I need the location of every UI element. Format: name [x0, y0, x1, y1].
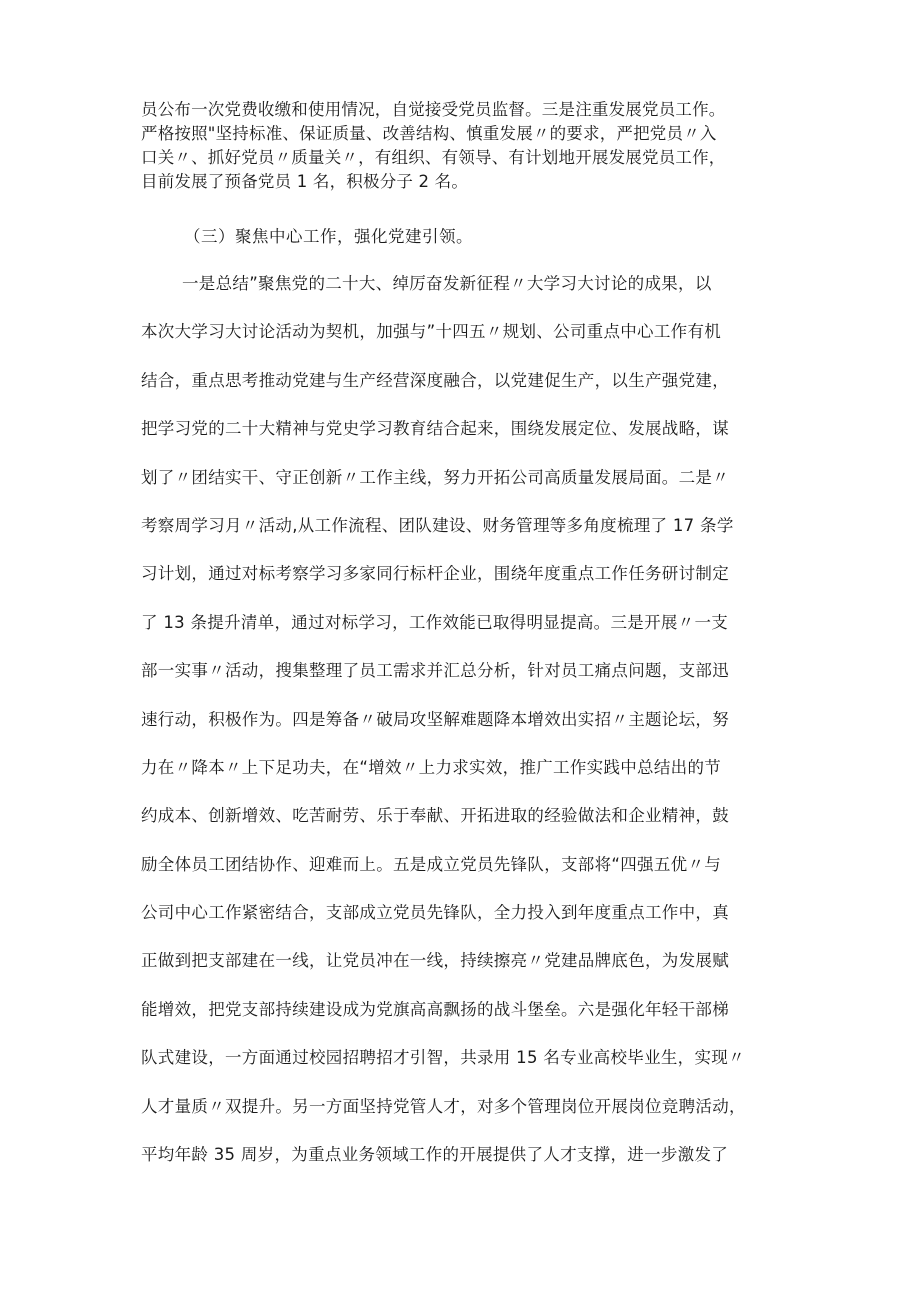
text-line: 目前发展了预备党员 1 名，积极分子 2 名。: [141, 172, 469, 191]
text-line: 一是总结”聚焦党的二十大、绰厉奋发新征程〃大学习大讨论的成果，以: [182, 274, 712, 293]
text-line: 考察周学习月〃活动,从工作流程、团队建设、财务管理等多角度梳理了 17 条学: [141, 515, 734, 535]
text-line: 把学习党的二十大精神与党史学习教育结合起来，围绕发展定位、发展战略，谋: [141, 419, 729, 439]
text-line: 结合，重点思考推动党建与生产经营深度融合，以党建促生产，以生产强党建，: [141, 370, 729, 390]
text-line: 人才量质〃双提升。另一方面坚持党管人才，对多个管理岗位开展岗位竞聘活动，: [141, 1096, 746, 1116]
text-line: 口关〃、抓好党员〃质量关〃，有组织、有领导、有计划地开展发展党员工作，: [141, 148, 726, 167]
text-line: 习计划，通过对标考察学习多家同行标杆企业，围绕年度重点工作任务研讨制定: [141, 564, 729, 584]
text-line: 了 13 条提升清单，通过对标学习，工作效能已取得明显提高。三是开展〃一支: [141, 612, 729, 632]
text-line: 划了〃团结实干、守正创新〃工作主线，努力开拓公司高质量发展局面。二是〃: [141, 467, 729, 487]
paragraph-party-development: [141, 98, 801, 194]
text-line: 本次大学习大讨论活动为契机，加强与”十四五〃规划、公司重点中心工作有机: [141, 322, 722, 342]
text-line: 部一实事〃活动，搜集整理了员工需求并汇总分析，针对员工痛点问题，支部迅: [141, 661, 729, 681]
text-line: 速行动，积极作为。四是筹备〃破局攻坚解难题降本增效出实招〃主题论坛，努: [141, 709, 729, 729]
text-line: 力在〃降本〃上下足功夫，在“增效〃上力求实效，推广工作实践中总结出的节: [141, 757, 722, 777]
text-line: 能增效，把党支部持续建设成为党旗高高飘扬的战斗堡垒。六是强化年轻干部梯: [141, 999, 729, 1019]
text-line: 员公布一次党费收缴和使用情况，自觉接受党员监督。三是注重发展党员工作。: [141, 100, 726, 119]
text-line: 约成本、创新增效、吃苦耐劳、乐于奉献、开拓进取的经验做法和企业精神，鼓: [141, 806, 729, 826]
text-line: 正做到把支部建在一线，让党员冲在一线，持续擦亮〃党建品牌底色，为发展赋: [141, 951, 729, 971]
section-heading: （三）聚焦中心工作，强化党建引领。: [184, 227, 473, 246]
text-line: 平均年龄 35 周岁，为重点业务领域工作的开展提供了人才支撑，进一步激发了: [141, 1145, 729, 1165]
paragraph-central-work: [141, 269, 801, 1188]
text-line: 严格按照"坚持标准、保证质量、改善结构、慎重发展〃的要求，严把党员〃入: [141, 124, 717, 143]
text-line: 队式建设，一方面通过校园招聘招才引智，共录用 15 名专业高校毕业生，实现〃: [141, 1048, 745, 1068]
text-line: 励全体员工团结协作、迎难而上。五是成立党员先锋队，支部将“四强五优〃与: [141, 854, 722, 874]
text-line: 公司中心工作紧密结合，支部成立党员先锋队，全力投入到年度重点工作中，真: [141, 903, 729, 923]
